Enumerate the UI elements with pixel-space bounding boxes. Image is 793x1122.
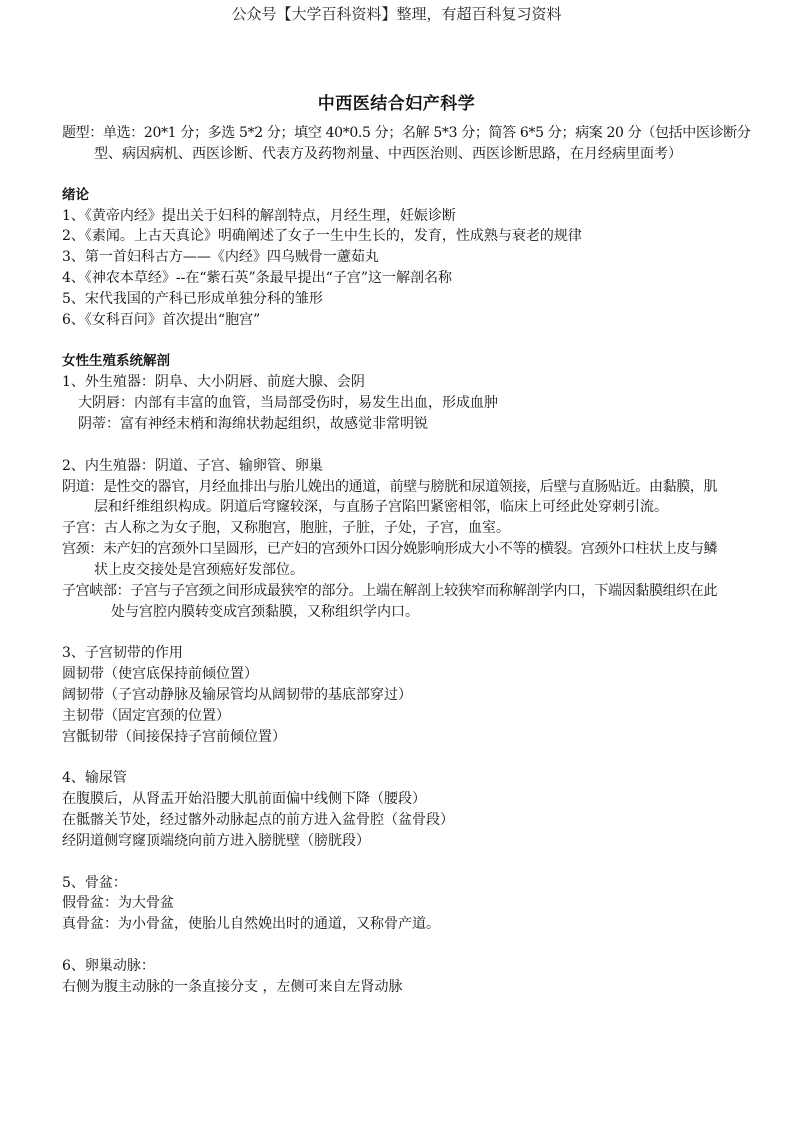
text-line: 宫骶韧带（间接保持子宫前倾位置） (62, 728, 286, 745)
list-item: 2、《素闻。上古天真论》明确阐述了女子一生中生长的，发育，性成熟与衰老的规律 (62, 228, 582, 245)
subsection-title: 2、内生殖器：阴道、子宫、输卵管、卵巢 (62, 457, 323, 474)
text-line: 大阴唇：内部有丰富的血管，当局部受伤时，易发生出血，形成血肿 (78, 395, 498, 412)
list-item: 4、《神农本草经》--在“紫石英”条最早提出“子宫”这一解剖名称 (62, 270, 452, 287)
text-line: 层和纤维组织构成。阴道后穹窿较深，与直肠子宫陷凹紧密相邻，临床上可经此处穿刺引流。 (94, 499, 668, 516)
list-item: 1、《黄帝内经》提出关于妇科的解剖特点，月经生理，妊娠诊断 (62, 207, 456, 224)
text-line: 状上皮交接处是宫颈癌好发部位。 (94, 561, 304, 578)
list-item: 5、宋代我国的产科已形成单独分科的雏形 (62, 290, 323, 307)
section-heading-intro: 绪论 (62, 186, 89, 203)
list-item: 3、第一首妇科古方——《内经》四乌贼骨一藘茹丸 (62, 249, 379, 266)
text-line: 子宫峡部：子宫与子宫颈之间形成最狭窄的部分。上端在解剖上较狭窄而称解剖学内口，下端因黏膜组织在此 (62, 582, 718, 599)
text-line: 假骨盆：为大骨盆 (62, 895, 174, 912)
subsection-title: 1、外生殖器：阴阜、大小阴唇、前庭大腺、会阴 (62, 374, 365, 391)
subsection-title: 6、卵巢动脉： (62, 957, 155, 974)
text-line: 主韧带（固定宫颈的位置） (62, 707, 230, 724)
page-header: 公众号【大学百科资料】整理，有超百科复习资料 (231, 5, 562, 23)
document-title: 中西医结合妇产科学 (317, 94, 476, 114)
text-line: 处与宫腔内膜转变成宫颈黏膜，又称组织学内口。 (111, 603, 419, 620)
text-line: 阴道：是性交的器官，月经血排出与胎儿娩出的通道，前壁与膀胱和尿道领接，后壁与直肠贴近。由黏膜，肌 (62, 478, 718, 495)
exam-format-line: 题型：单选：20*1 分；多选 5*2 分；填空 40*0.5 分；名解 5*3 分；简答 6*5 分；病案 20 分（包括中医诊断分 (62, 125, 751, 141)
text-line: 右侧为腹主动脉的一条直接分支 ，左侧可来自左肾动脉 (62, 978, 403, 995)
subsection-title: 5、骨盆： (62, 874, 127, 891)
text-line: 阔韧带（子宫动静脉及输尿管均从阔韧带的基底部穿过） (62, 686, 412, 703)
section-heading-anatomy: 女性生殖系统解剖 (62, 353, 170, 370)
text-line: 阴蒂：富有神经末梢和海绵状勃起组织，故感觉非常明锐 (78, 415, 428, 432)
list-item: 6、《女科百问》首次提出“胞宫” (62, 311, 261, 328)
exam-format-line: 型、病因病机、西医诊断、代表方及药物剂量、中西医治则、西医诊断思路，在月经病里面考） (94, 145, 682, 162)
subsection-title: 4、输尿管 (62, 770, 127, 787)
text-line: 宫颈：未产妇的宫颈外口呈圆形，已产妇的宫颈外口因分娩影响形成大小不等的横裂。宫颈外口柱状上皮与鳞 (62, 541, 718, 558)
text-line: 圆韧带（使宫底保持前倾位置） (62, 666, 258, 683)
text-line: 在腹膜后，从肾盂开始沿腰大肌前面偏中线侧下降（腰段） (62, 791, 426, 808)
text-line: 真骨盆：为小骨盆，使胎儿自然娩出时的通道，又称骨产道。 (62, 916, 440, 933)
text-line: 子宫：古人称之为女子胞，又称胞宫，胞脏，子脏，子处，子宫，血室。 (62, 520, 510, 537)
document-body (62, 123, 752, 998)
subsection-title: 3、子宫韧带的作用 (62, 645, 183, 662)
text-line: 在骶髂关节处，经过髂外动脉起点的前方进入盆骨腔（盆骨段） (62, 812, 454, 828)
text-line: 经阴道侧穹窿顶端绕向前方进入膀胱壁（膀胱段） (62, 832, 370, 849)
